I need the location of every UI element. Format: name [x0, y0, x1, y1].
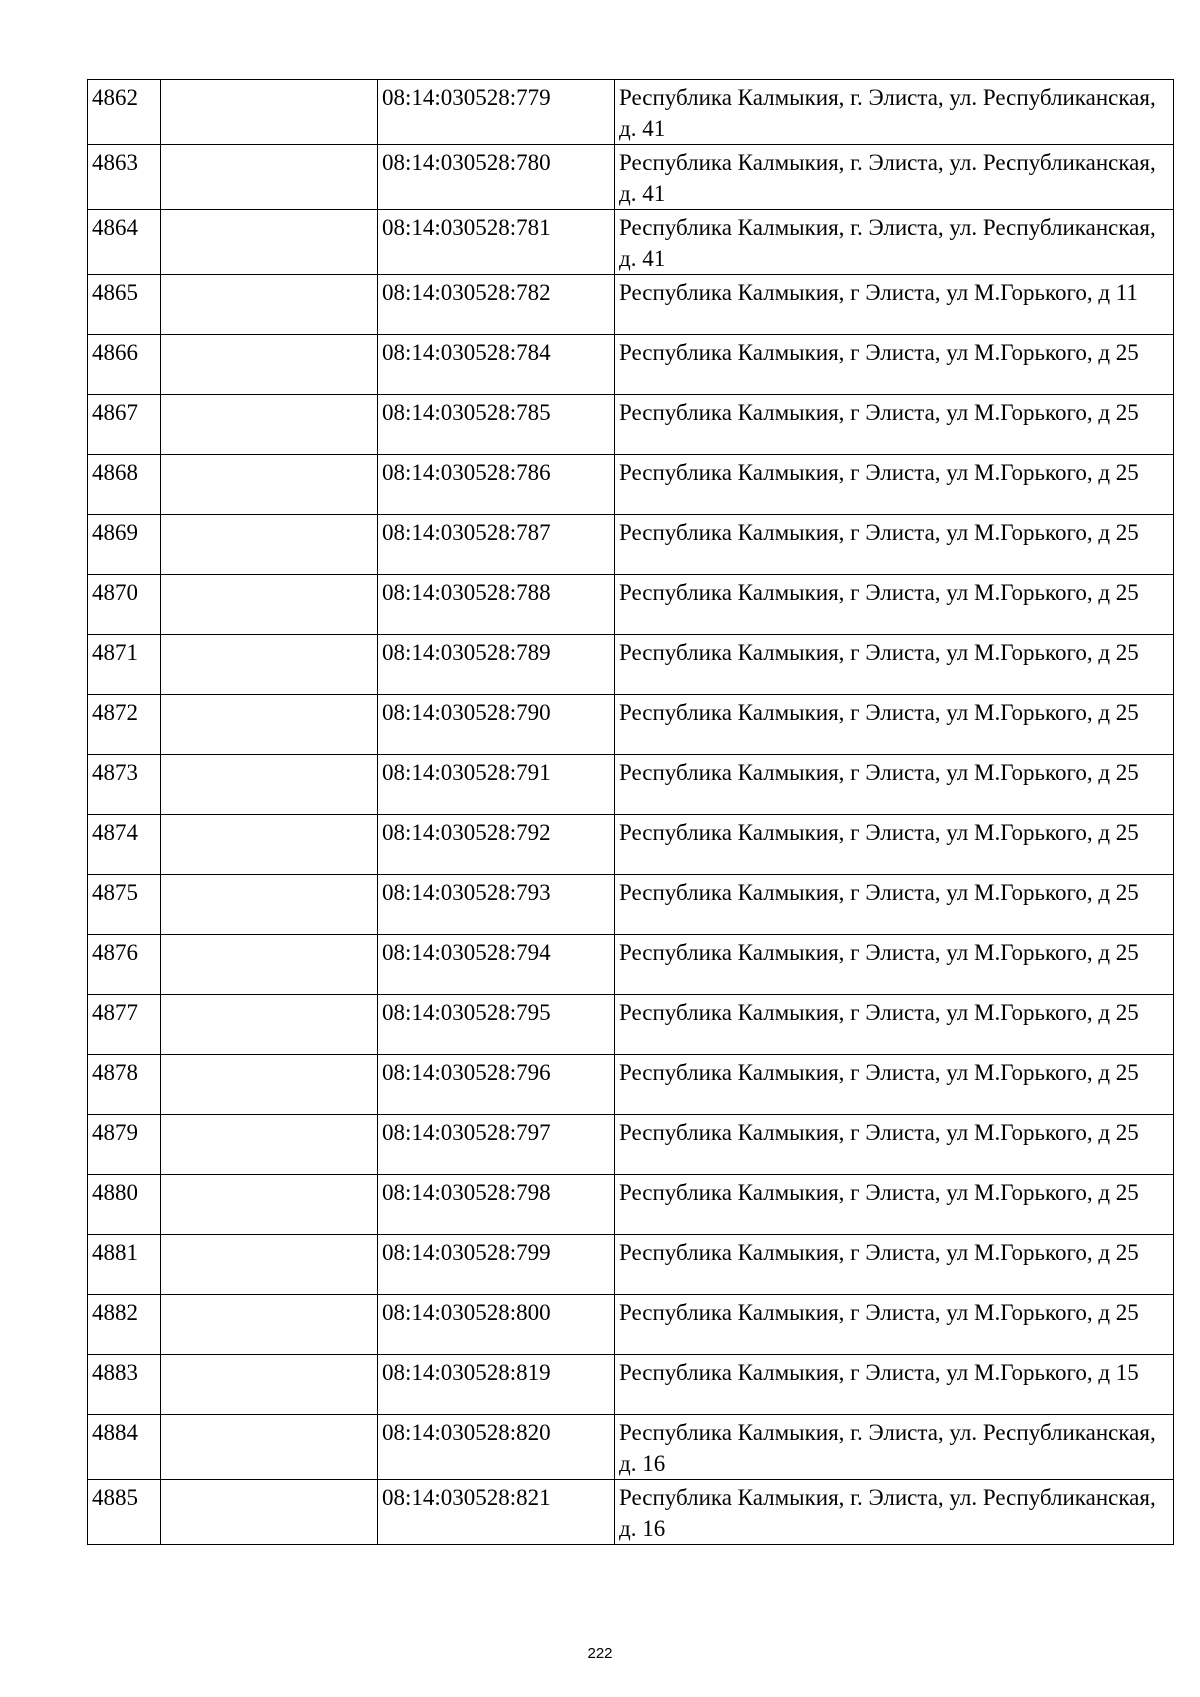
row-number-cell: 4884: [88, 1415, 161, 1480]
address-cell: Республика Калмыкия, г Элиста, ул М.Горького, д 25: [615, 1235, 1174, 1295]
object-name-cell: [161, 935, 378, 995]
cadastral-number-cell: 08:14:030528:793: [378, 875, 615, 935]
object-name-cell: [161, 995, 378, 1055]
row-number-cell: 4874: [88, 815, 161, 875]
object-name-cell: [161, 80, 378, 145]
address-cell: Республика Калмыкия, г Элиста, ул М.Горького, д 25: [615, 935, 1174, 995]
address-cell: Республика Калмыкия, г. Элиста, ул. Республиканская, д. 41: [615, 210, 1174, 275]
cadastral-number-cell: 08:14:030528:788: [378, 575, 615, 635]
address-cell: Республика Калмыкия, г Элиста, ул М.Горького, д 25: [615, 755, 1174, 815]
row-number-cell: 4873: [88, 755, 161, 815]
row-number-cell: 4867: [88, 395, 161, 455]
object-name-cell: [161, 815, 378, 875]
cadastral-number-cell: 08:14:030528:794: [378, 935, 615, 995]
cadastral-number-cell: 08:14:030528:800: [378, 1295, 615, 1355]
table-row: [88, 335, 1174, 395]
table-row: [88, 695, 1174, 755]
address-cell: Республика Калмыкия, г Элиста, ул М.Горького, д 25: [615, 1295, 1174, 1355]
cadastral-number-cell: 08:14:030528:781: [378, 210, 615, 275]
table-row: [88, 635, 1174, 695]
cadastral-number-cell: 08:14:030528:784: [378, 335, 615, 395]
object-name-cell: [161, 1295, 378, 1355]
address-cell: Республика Калмыкия, г Элиста, ул М.Горького, д 25: [615, 1115, 1174, 1175]
row-number-cell: 4871: [88, 635, 161, 695]
row-number-cell: 4876: [88, 935, 161, 995]
row-number-cell: 4883: [88, 1355, 161, 1415]
table-row: [88, 815, 1174, 875]
object-name-cell: [161, 695, 378, 755]
row-number-cell: 4877: [88, 995, 161, 1055]
address-cell: Республика Калмыкия, г Элиста, ул М.Горького, д 11: [615, 275, 1174, 335]
table-row: [88, 1355, 1174, 1415]
cadastral-number-cell: 08:14:030528:791: [378, 755, 615, 815]
row-number-cell: 4885: [88, 1480, 161, 1545]
object-name-cell: [161, 1355, 378, 1415]
row-number-cell: 4863: [88, 145, 161, 210]
address-cell: Республика Калмыкия, г Элиста, ул М.Горького, д 25: [615, 635, 1174, 695]
cadastral-number-cell: 08:14:030528:786: [378, 455, 615, 515]
object-name-cell: [161, 575, 378, 635]
object-name-cell: [161, 335, 378, 395]
table-row: [88, 1295, 1174, 1355]
object-name-cell: [161, 275, 378, 335]
table-row: [88, 995, 1174, 1055]
address-cell: Республика Калмыкия, г Элиста, ул М.Горького, д 25: [615, 455, 1174, 515]
row-number-cell: 4869: [88, 515, 161, 575]
cadastral-number-cell: 08:14:030528:785: [378, 395, 615, 455]
table-row: [88, 275, 1174, 335]
cadastral-number-cell: 08:14:030528:792: [378, 815, 615, 875]
address-cell: Республика Калмыкия, г. Элиста, ул. Республиканская, д. 16: [615, 1415, 1174, 1480]
row-number-cell: 4881: [88, 1235, 161, 1295]
property-table-body: [88, 80, 1174, 1545]
table-row: [88, 1175, 1174, 1235]
object-name-cell: [161, 515, 378, 575]
object-name-cell: [161, 1115, 378, 1175]
row-number-cell: 4880: [88, 1175, 161, 1235]
cadastral-number-cell: 08:14:030528:797: [378, 1115, 615, 1175]
object-name-cell: [161, 1175, 378, 1235]
table-row: [88, 515, 1174, 575]
row-number-cell: 4865: [88, 275, 161, 335]
property-table: [87, 79, 1174, 1545]
object-name-cell: [161, 210, 378, 275]
table-row: [88, 1235, 1174, 1295]
cadastral-number-cell: 08:14:030528:819: [378, 1355, 615, 1415]
row-number-cell: 4872: [88, 695, 161, 755]
object-name-cell: [161, 1480, 378, 1545]
cadastral-number-cell: 08:14:030528:795: [378, 995, 615, 1055]
row-number-cell: 4878: [88, 1055, 161, 1115]
address-cell: Республика Калмыкия, г Элиста, ул М.Горького, д 15: [615, 1355, 1174, 1415]
cadastral-number-cell: 08:14:030528:780: [378, 145, 615, 210]
row-number-cell: 4875: [88, 875, 161, 935]
cadastral-number-cell: 08:14:030528:782: [378, 275, 615, 335]
table-row: [88, 210, 1174, 275]
object-name-cell: [161, 145, 378, 210]
object-name-cell: [161, 1055, 378, 1115]
object-name-cell: [161, 875, 378, 935]
cadastral-number-cell: 08:14:030528:821: [378, 1480, 615, 1545]
row-number-cell: 4879: [88, 1115, 161, 1175]
address-cell: Республика Калмыкия, г Элиста, ул М.Горького, д 25: [615, 1055, 1174, 1115]
address-cell: Республика Калмыкия, г Элиста, ул М.Горького, д 25: [615, 515, 1174, 575]
cadastral-number-cell: 08:14:030528:790: [378, 695, 615, 755]
object-name-cell: [161, 1415, 378, 1480]
table-row: [88, 1415, 1174, 1480]
address-cell: Республика Калмыкия, г Элиста, ул М.Горького, д 25: [615, 695, 1174, 755]
object-name-cell: [161, 395, 378, 455]
address-cell: Республика Калмыкия, г Элиста, ул М.Горького, д 25: [615, 995, 1174, 1055]
address-cell: Республика Калмыкия, г Элиста, ул М.Горького, д 25: [615, 335, 1174, 395]
table-row: [88, 145, 1174, 210]
object-name-cell: [161, 755, 378, 815]
address-cell: Республика Калмыкия, г Элиста, ул М.Горького, д 25: [615, 1175, 1174, 1235]
cadastral-number-cell: 08:14:030528:789: [378, 635, 615, 695]
table-row: [88, 875, 1174, 935]
table-row: [88, 80, 1174, 145]
address-cell: Республика Калмыкия, г Элиста, ул М.Горького, д 25: [615, 575, 1174, 635]
row-number-cell: 4882: [88, 1295, 161, 1355]
cadastral-number-cell: 08:14:030528:798: [378, 1175, 615, 1235]
table-row: [88, 455, 1174, 515]
cadastral-number-cell: 08:14:030528:799: [378, 1235, 615, 1295]
table-row: [88, 575, 1174, 635]
cadastral-number-cell: 08:14:030528:779: [378, 80, 615, 145]
row-number-cell: 4864: [88, 210, 161, 275]
object-name-cell: [161, 455, 378, 515]
row-number-cell: 4870: [88, 575, 161, 635]
address-cell: Республика Калмыкия, г Элиста, ул М.Горького, д 25: [615, 395, 1174, 455]
table-row: [88, 1055, 1174, 1115]
cadastral-number-cell: 08:14:030528:796: [378, 1055, 615, 1115]
table-row: [88, 935, 1174, 995]
address-cell: Республика Калмыкия, г Элиста, ул М.Горького, д 25: [615, 815, 1174, 875]
object-name-cell: [161, 1235, 378, 1295]
table-row: [88, 755, 1174, 815]
row-number-cell: 4866: [88, 335, 161, 395]
address-cell: Республика Калмыкия, г. Элиста, ул. Республиканская, д. 41: [615, 80, 1174, 145]
page-number: 222: [587, 1645, 613, 1662]
address-cell: Республика Калмыкия, г Элиста, ул М.Горького, д 25: [615, 875, 1174, 935]
row-number-cell: 4862: [88, 80, 161, 145]
table-row: [88, 1115, 1174, 1175]
row-number-cell: 4868: [88, 455, 161, 515]
table-row: [88, 1480, 1174, 1545]
address-cell: Республика Калмыкия, г. Элиста, ул. Республиканская, д. 41: [615, 145, 1174, 210]
address-cell: Республика Калмыкия, г. Элиста, ул. Республиканская, д. 16: [615, 1480, 1174, 1545]
cadastral-number-cell: 08:14:030528:787: [378, 515, 615, 575]
cadastral-number-cell: 08:14:030528:820: [378, 1415, 615, 1480]
object-name-cell: [161, 635, 378, 695]
table-row: [88, 395, 1174, 455]
